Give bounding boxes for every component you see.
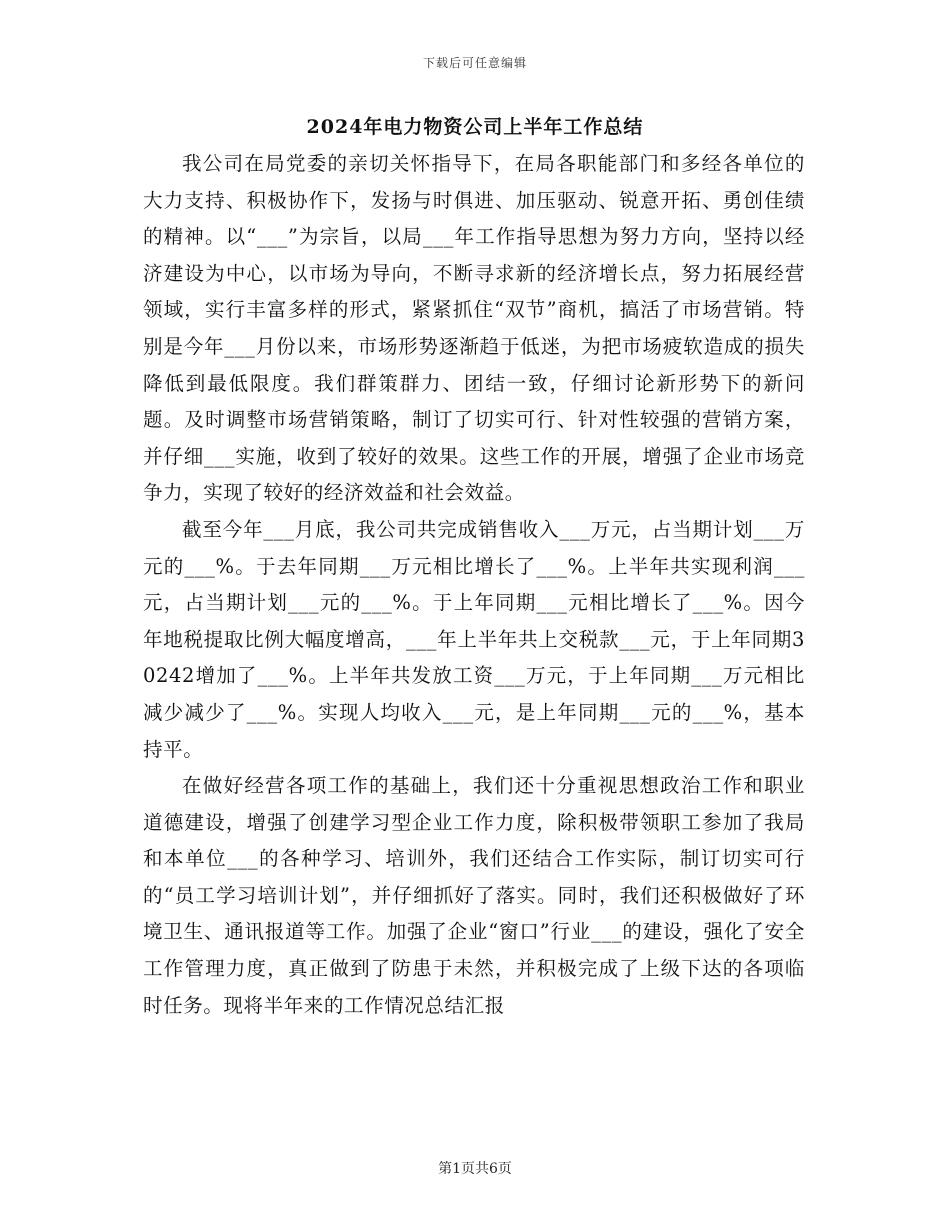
page-number: 第1页共6页 [438, 1161, 512, 1177]
paragraph-intro: 我公司在局党委的亲切关怀指导下，在局各职能部门和多经各单位的大力支持、积极协作下，发扬与时俱进、加压驱动、锐意开拓、勇创佳绩的精神。以“___”为宗旨，以局___年工作指导思想为努力方向，坚持以经济建设为中心，以市场为导向，不断寻求新的经济增长点，努力拓展经营领域，实行丰富多样的形式，紧紧抓住“双节”商机，搞活了市场营销。特别是今年___月份以来，市场形势逐渐趋于低迷，为把市场疲软造成的损失降低到最低限度。我们群策群力、团结一致，仔细讨论新形势下的新问题。及时调整市场营销策略，制订了切实可行、针对性较强的营销方案，并仔细___实施，收到了较好的效果。这些工作的开展，增强了企业市场竞争力，实现了较好的经济效益和社会效益。 [143, 152, 805, 505]
paragraph-political-work: 在做好经营各项工作的基础上，我们还十分重视思想政治工作和职业道德建设，增强了创建学习型企业工作力度，除积极带领职工参加了我局和本单位___的各种学习、培训外，我们还结合工作实际，制订切实可行的“员工学习培训计划”，并仔细抓好了落实。同时，我们还积极做好了环境卫生、通讯报道等工作。加强了企业“窗口”行业___的建设，强化了安全工作管理力度，真正做到了防患于未然，并积极完成了上级下达的各项临时任务。现将半年来的工作情况总结汇报 [143, 774, 805, 1017]
paragraph-financials: 截至今年___月底，我公司共完成销售收入___万元，占当期计划___万元的___%。于去年同期___万元相比增长了___%。上半年共实现利润___元，占当期计划___元的___%。于上年同期___元相比增长了___%。因今年地税提取比例大幅度增高，___年上半年共上交税款___元，于上年同期30242增加了___%。上半年共发放工资___万元，于上年同期___万元相比减少减少了___%。实现人均收入___元，是上年同期___元的___%，基本持平。 [143, 517, 805, 761]
page-header-note: 下载后可任意编辑 [422, 56, 527, 70]
document-title: 2024年电力物资公司上半年工作总结 [306, 116, 644, 138]
document-body [143, 146, 805, 1024]
